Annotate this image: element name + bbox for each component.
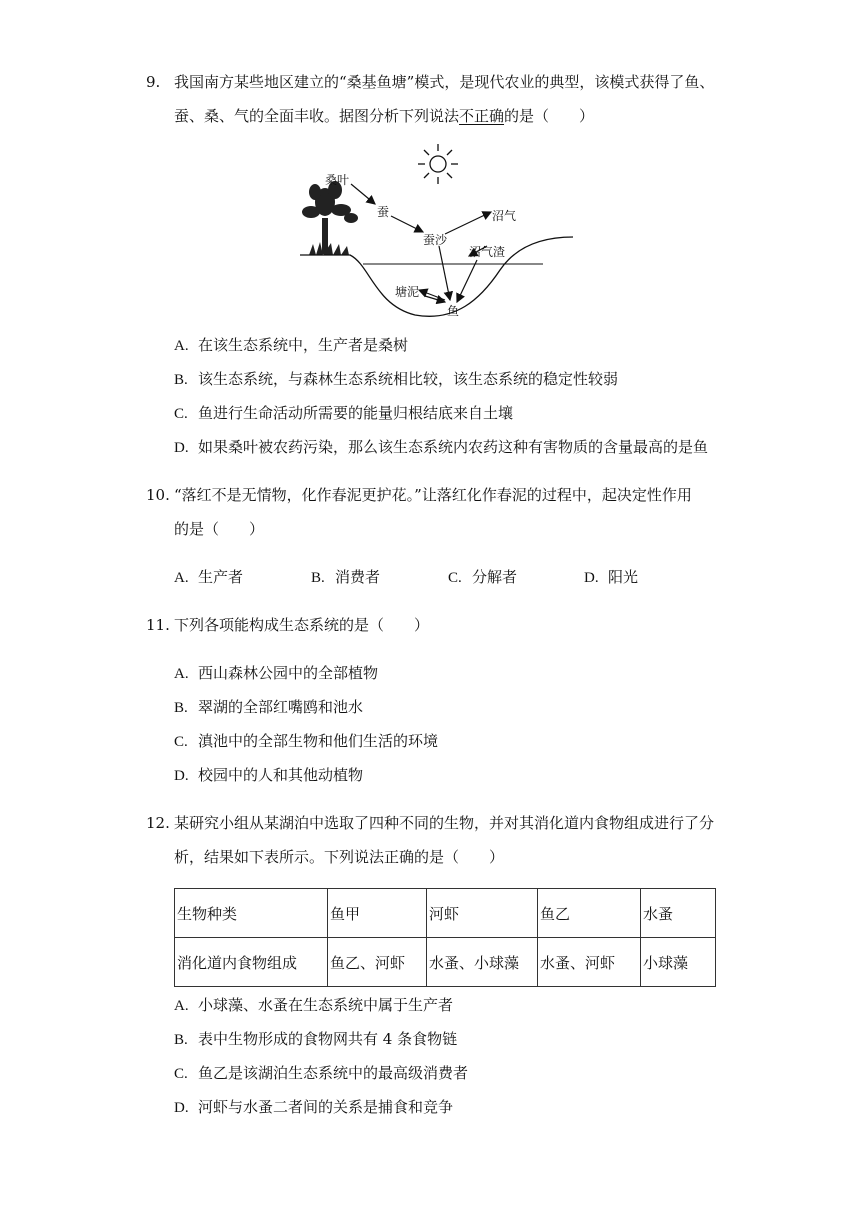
option-letter: C.: [174, 1066, 188, 1082]
table-cell: 鱼乙、河虾: [328, 938, 427, 987]
q12-number: 12.: [146, 814, 170, 832]
q9-option-c[interactable]: [174, 403, 513, 424]
q11-stem-line1: 下列各项能构成生态系统的是（ ）: [174, 616, 430, 634]
q10-option-a[interactable]: [174, 567, 243, 588]
label-biogas: 沼气: [492, 209, 517, 223]
label-silkworm-sand: 蚕沙: [423, 233, 448, 247]
option-text: 鱼进行生命活动所需要的能量归根结底来自土壤: [198, 404, 514, 422]
q12-option-d[interactable]: [174, 1097, 453, 1118]
option-text: 校园中的人和其他动植物: [198, 766, 364, 784]
table-header-row: [175, 889, 716, 938]
q12-option-c[interactable]: [174, 1063, 468, 1084]
q10-option-d[interactable]: [584, 567, 638, 588]
table-cell: 水蚤、小球藻: [427, 938, 538, 987]
option-text: 翠湖的全部红嘴鸥和池水: [198, 698, 364, 716]
option-text: 该生态系统，与森林生态系统相比较，该生态系统的稳定性较弱: [198, 370, 619, 388]
option-letter: B.: [174, 1032, 188, 1048]
option-text: 阳光: [608, 568, 639, 586]
table-cell: 水蚤、河虾: [538, 938, 641, 987]
sun-icon: [418, 144, 458, 184]
label-mulberry-leaf: 桑叶: [325, 173, 350, 187]
q10-stem-line2: 的是（ ）: [174, 520, 265, 538]
flow-arrows: [351, 184, 491, 302]
option-letter: D.: [174, 768, 189, 784]
option-letter: D.: [174, 440, 189, 456]
q9-stem-line1: 我国南方某些地区建立的“桑基鱼塘”模式，是现代农业的典型，该模式获得了鱼、: [174, 73, 715, 91]
option-letter: A.: [174, 338, 189, 354]
option-text: 消费者: [335, 568, 381, 586]
q9-option-d[interactable]: [174, 437, 708, 458]
table-cell: 鱼乙: [538, 889, 641, 938]
q10-option-c[interactable]: [448, 567, 517, 588]
label-fish: 鱼: [447, 304, 460, 318]
option-text: 在该生态系统中，生产者是桑树: [198, 336, 409, 354]
pond-outline: [300, 237, 573, 316]
option-text: 表中生物形成的食物网共有 4 条食物链: [198, 1030, 458, 1048]
option-letter: D.: [174, 1100, 189, 1116]
option-text: 鱼乙是该湖泊生态系统中的最高级消费者: [198, 1064, 469, 1082]
q10-option-b[interactable]: [311, 567, 380, 588]
option-letter: C.: [174, 406, 188, 422]
label-biogas-residue: 沼气渣: [469, 245, 506, 259]
q9-underlined-word: 不正确: [459, 107, 505, 125]
option-text: 分解者: [472, 568, 518, 586]
q9-option-b[interactable]: [174, 369, 618, 390]
q11-option-d[interactable]: [174, 765, 363, 786]
q9-stem-text: 蚕、桑、气的全面丰收。据图分析下列说法: [174, 107, 460, 125]
q11-option-a[interactable]: [174, 663, 378, 684]
mulberry-tree-icon: [302, 181, 358, 255]
table-cell: 河虾: [427, 889, 538, 938]
q12-option-a[interactable]: [174, 995, 453, 1016]
option-text: 如果桑叶被农药污染，那么该生态系统内农药这种有害物质的含量最高的是鱼: [198, 438, 709, 456]
option-letter: A.: [174, 570, 189, 586]
mulberry-fish-pond-diagram: [295, 140, 575, 330]
table-cell: 消化道内食物组成: [175, 938, 328, 987]
option-text: 河虾与水蚤二者间的关系是捕食和竞争: [198, 1098, 454, 1116]
option-text: 滇池中的全部生物和他们生活的环境: [198, 732, 439, 750]
q11-number: 11.: [146, 616, 170, 634]
q12-stem-line2: 析，结果如下表所示。下列说法正确的是（ ）: [174, 848, 505, 866]
option-letter: A.: [174, 998, 189, 1014]
q9-stem-text-end: 的是（ ）: [504, 107, 595, 125]
q10-number: 10.: [146, 486, 170, 504]
option-text: 西山森林公园中的全部植物: [198, 664, 379, 682]
option-letter: C.: [448, 570, 462, 586]
table-cell: 生物种类: [175, 889, 328, 938]
option-letter: B.: [174, 372, 188, 388]
q9-stem-line2: [174, 106, 594, 126]
table-cell: 小球藻: [641, 938, 716, 987]
option-letter: C.: [174, 734, 188, 750]
label-silkworm: 蚕: [377, 205, 390, 219]
q9-number: 9.: [146, 73, 161, 91]
q11-option-c[interactable]: [174, 731, 438, 752]
table-row: [175, 938, 716, 987]
option-letter: B.: [174, 700, 188, 716]
q12-option-b[interactable]: [174, 1029, 457, 1050]
food-composition-table: [174, 888, 716, 987]
label-pond-mud: 塘泥: [395, 285, 420, 299]
table-cell: 鱼甲: [328, 889, 427, 938]
option-letter: B.: [311, 570, 325, 586]
table-cell: 水蚤: [641, 889, 716, 938]
option-text: 小球藻、水蚤在生态系统中属于生产者: [198, 996, 454, 1014]
option-letter: D.: [584, 570, 599, 586]
option-text: 生产者: [198, 568, 244, 586]
q9-option-a[interactable]: [174, 335, 408, 356]
q12-stem-line1: 某研究小组从某湖泊中选取了四种不同的生物，并对其消化道内食物组成进行了分: [174, 814, 715, 832]
q11-option-b[interactable]: [174, 697, 363, 718]
q10-stem-line1: “落红不是无情物，化作春泥更护花。”让落红化作春泥的过程中，起决定性作用: [174, 486, 692, 504]
option-letter: A.: [174, 666, 189, 682]
